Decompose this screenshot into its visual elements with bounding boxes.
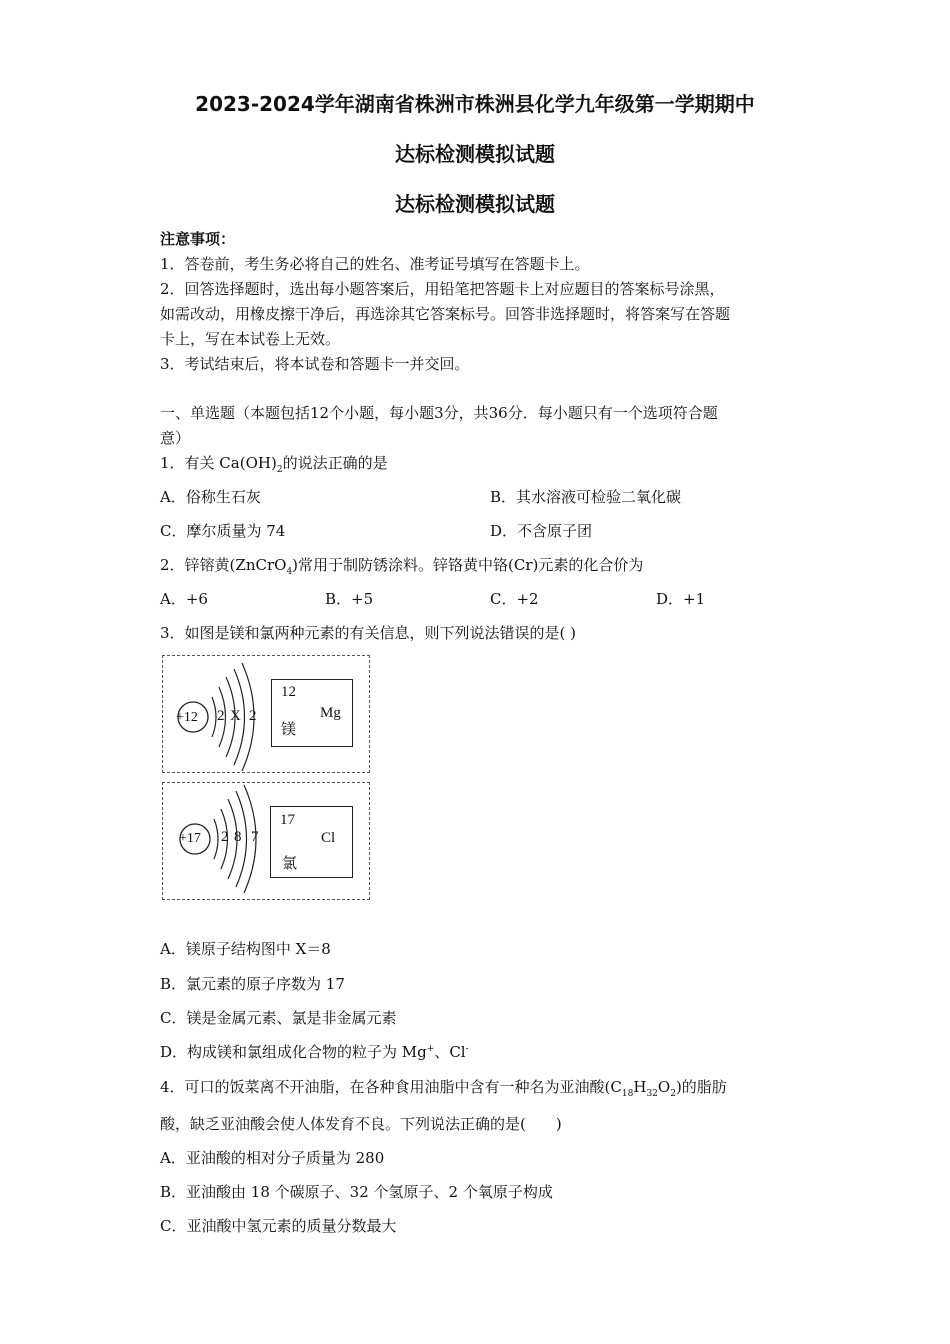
q1-option-d: D．不含原子团	[490, 522, 593, 540]
q2-option-b: B．+5	[325, 590, 374, 608]
cl-symbol: Cl	[321, 830, 336, 846]
cl-shell-arc-1	[214, 819, 218, 859]
section-heading-cont: 意）	[160, 429, 191, 447]
q3-option-b: B．氯元素的原子序数为 17	[160, 975, 345, 993]
cl-atomic-number: 17	[280, 812, 295, 828]
cl-shell-3: 7	[251, 829, 259, 845]
question-4-stem: 4．可口的饭菜离不开油脂，在各种食用油脂中含有一种名为亚油酸$(C_{18}H_{32}O_2)$的脂肪	[160, 1078, 727, 1099]
mg-symbol: Mg	[320, 705, 341, 721]
exam-title-line3: 达标检测模拟试题	[395, 192, 555, 216]
q2-option-a: A．+6	[160, 590, 208, 608]
q1-option-b: B．其水溶液可检验二氧化碳	[490, 488, 682, 506]
notice-item: 1．答卷前，考生务必将自己的姓名、准考证号填写在答题卡上。	[160, 255, 590, 273]
mg-atomic-number: 12	[281, 684, 296, 700]
mg-shell-1: 2	[217, 708, 225, 724]
q3-option-c: C．镁是金属元素、氯是非金属元素	[160, 1009, 397, 1027]
q2-option-d: D．+1	[656, 590, 706, 608]
exam-title-line1: 2023-2024学年湖南省株洲市株洲县化学九年级第一学期期中	[195, 92, 755, 116]
mg-shell-2: X	[230, 708, 241, 724]
notice-item: 卡上，写在本试卷上无效。	[160, 330, 341, 348]
q4-option-c: C．亚油酸中氢元素的质量分数最大	[160, 1217, 397, 1235]
mg-nucleus-charge: +12	[176, 710, 198, 725]
q2-option-c: C．+2	[490, 590, 539, 608]
mg-shell-3: 2	[249, 708, 257, 724]
mg-shell-arc-1	[212, 697, 216, 737]
q3-option-a: A．镁原子结构图中 X＝8	[160, 940, 331, 958]
notice-heading: 注意事项：	[160, 230, 236, 248]
question-4-stem-cont: 酸，缺乏亚油酸会使人体发育不良。下列说法正确的是( )	[160, 1115, 562, 1133]
question-1-stem: 1．有关 $Ca(OH)_2$的说法正确的是	[160, 454, 388, 475]
question-3-stem: 3．如图是镁和氯两种元素的有关信息，则下列说法错误的是( )	[160, 624, 577, 642]
q4-option-a: A．亚油酸的相对分子质量为 280	[160, 1149, 385, 1167]
notice-item: 如需改动，用橡皮擦干净后，再选涂其它答案标号。回答非选择题时，将答案写在答题	[160, 305, 731, 323]
q1-option-a: A．俗称生石灰	[160, 488, 261, 506]
q4-option-b: B．亚油酸由 18 个碳原子、32 个氢原子、2 个氧原子构成	[160, 1183, 553, 1201]
notice-item: 2．回答选择题时，选出每小题答案后，用铅笔把答题卡上对应题目的答案标号涂黑，	[160, 280, 725, 298]
q3-option-d: D．构成镁和氯组成化合物的粒子为 Mg+、Cl-	[160, 1043, 469, 1061]
cl-shell-1: 2	[221, 829, 229, 845]
cl-shell-2: 8	[234, 829, 242, 845]
cl-nucleus-charge: +17	[179, 831, 201, 846]
exam-title-line2: 达标检测模拟试题	[395, 142, 555, 166]
question-2-stem: 2．锌镕黄(ZnCrO$_4$)常用于制防锈涂料。锌铬黄中铬(Cr)元素的化合价为	[160, 556, 644, 577]
q1-option-c: C．摩尔质量为 74	[160, 522, 286, 540]
mg-name: 镁	[281, 720, 297, 738]
section-heading: 一、单选题（本题包括12个小题，每小题3分，共36分．每小题只有一个选项符合题	[160, 404, 718, 422]
cl-name: 氯	[282, 854, 298, 872]
notice-item: 3．考试结束后，将本试卷和答题卡一并交回。	[160, 355, 470, 373]
